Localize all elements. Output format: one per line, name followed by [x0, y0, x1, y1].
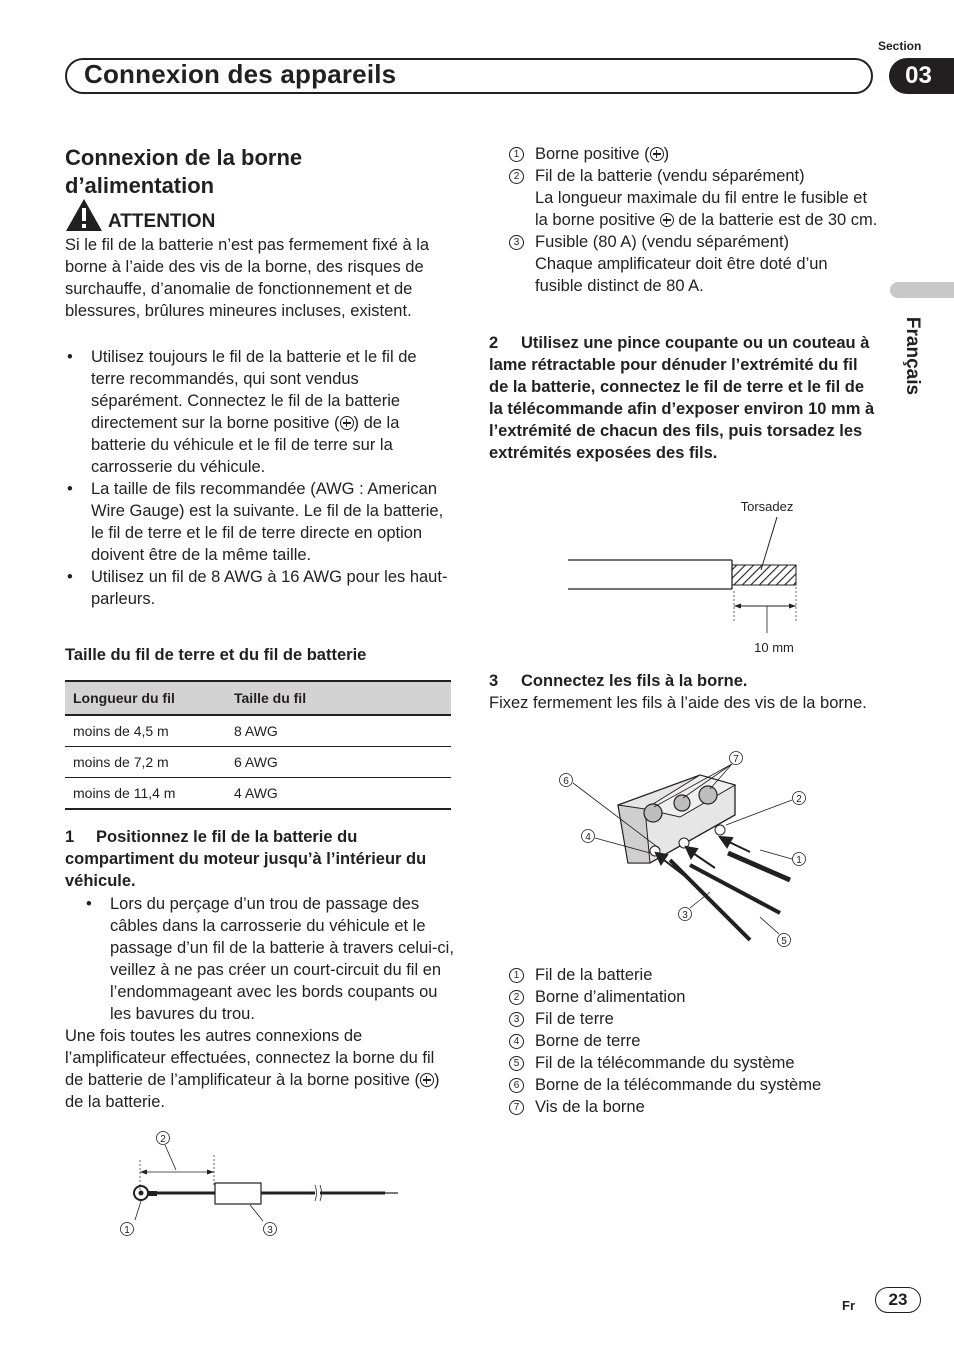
list-item — [65, 346, 450, 478]
terminal-label-6: 6 — [563, 776, 569, 787]
table-cell: moins de 7,2 m — [65, 747, 226, 778]
connection-paragraph — [65, 1025, 455, 1113]
list-item — [509, 231, 879, 297]
step-3-text: Fixez fermement les fils à l’aide des vis de la borne. — [489, 694, 867, 712]
list-number: 1 — [509, 147, 524, 162]
table-cell: 8 AWG — [226, 715, 451, 747]
table-row — [65, 778, 451, 810]
table-header-row — [65, 681, 451, 715]
wire-size-table — [65, 680, 451, 810]
list-number: 3 — [509, 235, 524, 250]
step-1-instruction: Positionnez le fil de la batterie du compartiment du moteur jusqu’à l’intérieur du véhicule. — [65, 828, 427, 890]
list-item — [509, 1030, 889, 1052]
list-item-text: Fil de la télécommande du système — [535, 1054, 795, 1072]
warning-icon — [65, 198, 103, 232]
step-number: 2 — [489, 334, 499, 352]
list-item-text: Fil de la batterie (vendu séparément) — [535, 167, 805, 185]
attention-text: Si le fil de la batterie n’est pas fermement fixé à la borne à l’aide des vis de la borne, des risques de surchauffe, d’anomalie de fonctionnement et de blessures, brûlures mineures incluses, existent. — [65, 236, 430, 320]
step-number: 1 — [65, 828, 75, 846]
list-item-subtext-tail: de la batterie est de 30 cm. — [673, 211, 878, 229]
list-item-text: Fil de la batterie — [535, 966, 653, 984]
diagram-label-1: 1 — [124, 1225, 130, 1236]
list-item-text: Fil de terre — [535, 1010, 614, 1028]
list-item-text: Fusible (80 A) (vendu séparément) — [535, 233, 790, 251]
terminal-label-1: 1 — [796, 855, 802, 866]
terminal-label-4: 4 — [585, 832, 591, 843]
list-number: 6 — [509, 1078, 524, 1093]
section-number-badge: 03 — [889, 58, 954, 94]
plus-sign-icon — [420, 1073, 434, 1087]
dimension-label: 10 mm — [754, 640, 794, 655]
list-item — [509, 1052, 889, 1074]
terminal-label-5: 5 — [781, 936, 787, 947]
step-2-instruction: Utilisez une pince coupante ou un couteau à lame rétractable pour dénuder l’extrémité du fil de la batterie, connectez le fil de terre et le fil de la télécommande afin d’exposer environ 10 mm à l’extrémité de chacun des fils, puis torsadez les extrémités exposées des fils. — [489, 334, 875, 462]
plus-sign-icon — [660, 213, 674, 227]
list-item — [509, 1074, 889, 1096]
plus-sign-icon — [340, 416, 354, 430]
table-row — [65, 747, 451, 778]
list-item — [509, 143, 879, 165]
table-cell: moins de 4,5 m — [65, 715, 226, 747]
table-cell: 4 AWG — [226, 778, 451, 810]
battery-parts-list — [509, 143, 879, 297]
list-item-text: Borne positive ( — [535, 145, 650, 163]
list-item — [509, 165, 879, 231]
list-item — [509, 1096, 889, 1118]
section-label: Section — [878, 39, 922, 53]
list-item-subtext: Chaque amplificateur doit être doté d’un fusible distinct de 80 A. — [535, 255, 828, 295]
list-number: 2 — [509, 169, 524, 184]
bullet-text: La taille de fils recommandée (AWG : American Wire Gauge) est la suivante. Le fil de la batterie, le fil de terre et le fil de terre directe en option doivent être de la même taille. — [91, 480, 444, 564]
table-header: Longueur du fil — [65, 681, 226, 715]
list-item-subtext: La longueur maximale du fil entre le fusible et la borne positive — [535, 189, 868, 229]
diagram-label-3: 3 — [267, 1225, 273, 1236]
section-heading: Connexion de la borne d’alimentation — [65, 145, 303, 198]
terminal-label-3: 3 — [682, 910, 688, 921]
table-header: Taille du fil — [226, 681, 451, 715]
table-cell: moins de 11,4 m — [65, 778, 226, 810]
table-cell: 6 AWG — [226, 747, 451, 778]
list-item-tail: ) — [663, 145, 670, 163]
list-item-text: Vis de la borne — [535, 1098, 645, 1116]
battery-wire-diagram — [110, 1125, 410, 1245]
attention-label: ATTENTION — [108, 211, 216, 232]
paragraph-text: Une fois toutes les autres connexions de l’amplificateur effectuées, connectez la borne du fil de batterie de l’amplificateur à la borne positive ( — [65, 1027, 435, 1089]
list-item — [509, 1008, 889, 1030]
language-tab-label: Français — [902, 316, 923, 396]
bullet-text-tail: ) de la batterie du véhicule et le fil de terre sur la carrosserie du véhicule. — [91, 414, 400, 476]
page-number: 23 — [875, 1287, 921, 1313]
terminal-parts-list — [509, 964, 889, 1118]
list-item — [509, 964, 889, 986]
list-item-text: Borne de terre — [535, 1032, 641, 1050]
list-item: • Lors du perçage d’un trou de passage des câbles dans la carrosserie du véhicule et le passage d’un fil de la batterie à travers celui-ci, veillez à ne pas créer un court-circuit du fil en l’endommageant avec les bords coupants ou les bavures du trou. — [84, 893, 454, 1025]
list-number: 2 — [509, 990, 524, 1005]
step-1-notes — [84, 893, 454, 1025]
step-3-instruction: Connectez les fils à la borne. — [521, 672, 748, 690]
twist-label: Torsadez — [740, 499, 794, 514]
list-number: 3 — [509, 1012, 524, 1027]
list-number: 1 — [509, 968, 524, 983]
list-number: 4 — [509, 1034, 524, 1049]
list-number: 5 — [509, 1056, 524, 1071]
table-row — [65, 715, 451, 747]
bullet-text: Utilisez toujours le fil de la batterie et le fil de terre recommandés, qui sont vendus séparément. Connectez le fil de la batterie directement sur la borne positive ( — [91, 348, 417, 432]
plus-sign-icon — [650, 147, 664, 161]
terminal-label-7: 7 — [733, 754, 739, 765]
list-item — [65, 566, 450, 610]
requirements-list — [65, 346, 450, 610]
list-item — [65, 478, 450, 566]
diagram-label-2: 2 — [160, 1134, 166, 1145]
list-number: 7 — [509, 1100, 524, 1115]
footer-language: Fr — [842, 1298, 855, 1313]
list-item-text: Borne d’alimentation — [535, 988, 686, 1006]
language-tab-marker — [890, 282, 954, 298]
page-title: Connexion des appareils — [84, 59, 397, 89]
table-title: Taille du fil de terre et du fil de batterie — [65, 646, 367, 664]
paragraph-tail: ) de la batterie. — [65, 1071, 440, 1111]
bullet-text: Utilisez un fil de 8 AWG à 16 AWG pour les haut-parleurs. — [91, 568, 448, 608]
list-item — [509, 986, 889, 1008]
wire-strip-diagram — [560, 495, 820, 660]
terminal-block-diagram — [550, 745, 810, 955]
terminal-label-2: 2 — [796, 794, 802, 805]
step-number: 3 — [489, 672, 499, 690]
list-item-text: Borne de la télécommande du système — [535, 1076, 822, 1094]
